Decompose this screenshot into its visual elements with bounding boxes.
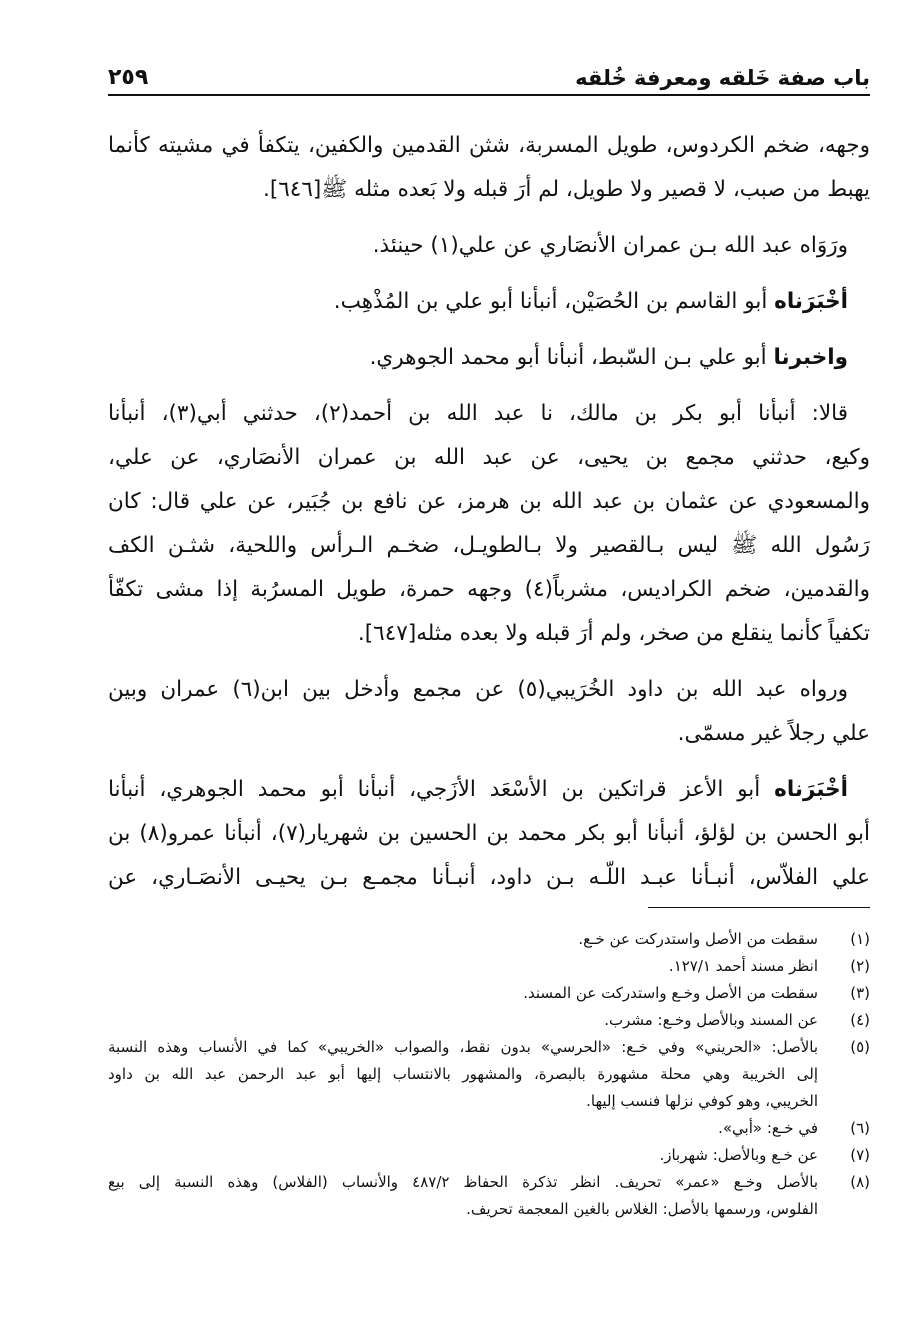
lead-word: أخْبَرَناه (774, 289, 848, 314)
page-number: ٢٥٩ (108, 65, 149, 90)
text-line: وجهه، ضخم الكردوس، طويل المسربة، شثن القدمين والكفين، يتكفأ في مشيته كأنما (108, 133, 870, 158)
footnote-number: (٥) (850, 1038, 870, 1056)
footnote-line: بالأصل: «الحريني» وفي خـع: «الحرسي» بدون نقط، والصواب «الخريبي» كما في الأنساب وهذه النسبة (108, 1038, 818, 1056)
text-line (108, 336, 870, 380)
main-text (108, 124, 870, 900)
text-line: أبو الحسن بن لؤلؤ، أنبأنا أبو بكر محمد بن الحسين بن شهريار(٧)، أنبأنا عمرو(٨) بن (108, 821, 870, 846)
lead-word: أخْبَرَناه (774, 777, 848, 802)
footnote-separator (648, 907, 870, 908)
footnote-text (108, 1169, 818, 1223)
footnote-number: (٧) (850, 1146, 870, 1164)
footnote-text (108, 926, 818, 953)
text-line: علي الفلاّس، أنبـأنا عبـد اللّـه بـن داود، أنبـأنا مجمـع بـن يحيـى الأنصَـاري، عن (108, 865, 870, 890)
footnote-line: سقطت من الأصل واستدركت عن خـع. (578, 930, 818, 948)
header-rule (108, 94, 870, 96)
paragraph-4 (108, 336, 870, 380)
footnote (108, 1169, 870, 1223)
footnote-text (108, 1142, 818, 1169)
text-line: والمسعودي عن عثمان بن عبد الله بن هرمز، عن نافع بن جُبَير، عن علي قال: كان (108, 489, 870, 514)
footnote-line: إلى الخريبة وهي محلة مشهورة بالبصرة، والمشهور بالانتساب إليها أبو عبد الرحمن عبد الله بن داود (108, 1065, 818, 1083)
footnote-text (108, 1034, 818, 1115)
text-run: أبو القاسم بن الحُصَيْن، أنبأنا أبو علي بن المُذْهِب. (333, 289, 775, 314)
footnote-line: انظر مسند أحمد ١٢٧/١. (668, 957, 818, 975)
footnote-text (108, 980, 818, 1007)
paragraph-2 (108, 224, 870, 268)
footnote-line: سقطت من الأصل وخـع واستدركت عن المسند. (523, 984, 818, 1002)
footnote (108, 953, 870, 980)
text-line: رَسُول الله ﷺ ليس بـالقصير ولا بـالطويـل، ضخـم الـرأس واللحية، شثـن الكف (108, 533, 870, 558)
footnote (108, 980, 870, 1007)
footnote-number: (٣) (850, 984, 870, 1002)
footnote (108, 926, 870, 953)
footnote-number: (١) (850, 930, 870, 948)
footnote-line: عن خـع وبالأصل: شهرباز. (659, 1146, 818, 1164)
footnotes (108, 926, 870, 1223)
footnote-number: (٤) (850, 1011, 870, 1029)
footnote-line: الفلوس، ورسمها بالأصل: الغلاس بالغين المعجمة تحريف. (466, 1200, 818, 1218)
text-line: قالا: أنبأنا أبو بكر بن مالك، نا عبد الله بن أحمد(٢)، حدثني أبي(٣)، أنبأنا (108, 401, 848, 426)
footnote (108, 1142, 870, 1169)
text-line: ورَوَاه عبد الله بـن عمران الأنصَاري عن علي(١) حينئذ. (372, 233, 848, 258)
text-run: أبو علي بـن السّبط، أنبأنا أبو محمد الجوهري. (369, 345, 774, 370)
paragraph-1 (108, 124, 870, 212)
footnote-line: عن المسند وبالأصل وخـع: مشرب. (604, 1011, 818, 1029)
paragraph-6 (108, 668, 870, 756)
text-line (108, 280, 870, 324)
text-line: تكفياً كأنما ينقلع من صخر، ولم أرَ قبله ولا بعده مثله[٦٤٧]. (357, 621, 870, 646)
paragraph-3 (108, 280, 870, 324)
footnote-text (108, 1007, 818, 1034)
text-line: والقدمين، ضخم الكراديس، مشرباً(٤) وجهه حمرة، طويل المسرُبة إذا مشى تكفّأ (108, 577, 870, 602)
footnote-line: بالأصل وخـع «عمر» تحريف. انظر تذكرة الحفاظ ٤٨٧/٢ والأنساب (الفلاس) وهذه النسبة إلى بيع (108, 1173, 818, 1191)
footnote (108, 1115, 870, 1142)
footnote-line: في خـع: «أبي». (718, 1119, 818, 1137)
lead-word: واخبرنا (773, 345, 848, 370)
text-line: يهبط من صبب، لا قصير ولا طويل، لم أرَ قبله ولا بَعده مثله ﷺ[٦٤٦]. (263, 177, 870, 202)
paragraph-5 (108, 392, 870, 656)
text-line: ورواه عبد الله بن داود الخُرَيبي(٥) عن مجمع وأدخل بين ابن(٦) عمران وبين (108, 677, 848, 702)
text-line: وكيع، حدثني مجمع بن يحيى، عن عبد الله بن عمران الأنصَاري، عن علي، (108, 445, 870, 470)
footnote-number: (٢) (850, 957, 870, 975)
footnote (108, 1007, 870, 1034)
footnote-text (108, 953, 818, 980)
chapter-title: باب صفة خَلقه ومعرفة خُلقه (575, 66, 870, 90)
footnote-number: (٨) (850, 1173, 870, 1191)
text-line (108, 768, 870, 812)
footnote-line: الخريبي، وهو كوفي نزلها فنسب إليها. (586, 1092, 818, 1110)
footnote (108, 1034, 870, 1115)
paragraph-7 (108, 768, 870, 900)
footnote-text (108, 1115, 818, 1142)
text-run: أبو الأعز قراتكين بن الأسْعَد الأزَجي، أنبأنا أبو محمد الجوهري، أنبأنا (108, 777, 775, 802)
footnote-number: (٦) (850, 1119, 870, 1137)
text-line: علي رجلاً غير مسمّى. (677, 721, 870, 746)
running-header (108, 56, 870, 90)
